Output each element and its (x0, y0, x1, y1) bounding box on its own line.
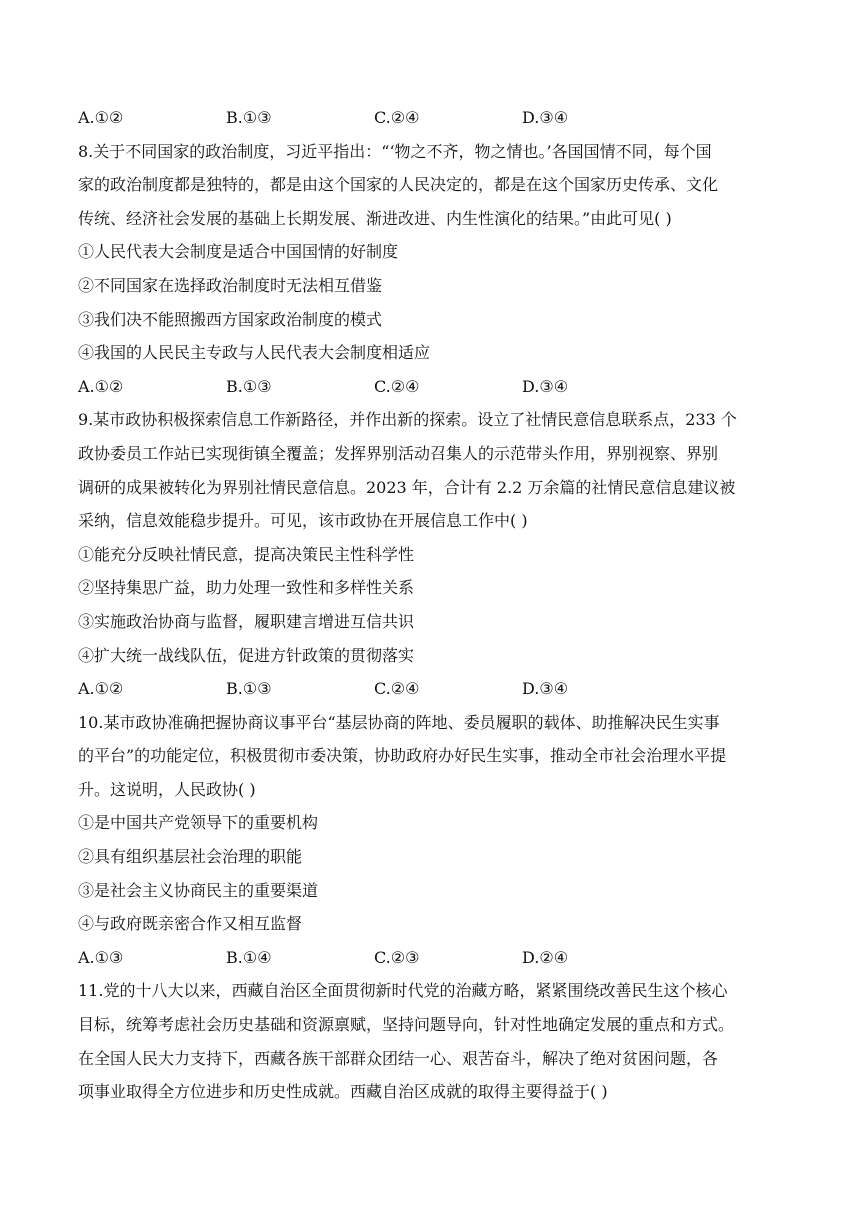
q9-item-3: ③实施政治协商与监督，履职建言增进互信共识 (78, 611, 415, 631)
q10-options (78, 941, 788, 975)
q8-stem-line: 家的政治制度都是独特的，都是由这个国家的人民决定的，都是在这个国家历史传承、文化 (78, 175, 719, 195)
q10-item-1: ①是中国共产党领导下的重要机构 (78, 813, 319, 833)
q11-stem-line: 11.党的十八大以来，西藏自治区全面贯彻新时代党的治藏方略，紧紧围绕改善民生这个核心 (78, 981, 728, 1001)
q9-option-a[interactable]: A.①② (78, 679, 124, 699)
q8-stem-line: 传统、经济社会发展的基础上长期发展、渐进改进、内生性演化的结果。”由此可见( ) (78, 208, 672, 228)
q10-item-3: ③是社会主义协商民主的重要渠道 (78, 880, 319, 900)
q9-item-1: ①能充分反映社情民意，提高决策民主性科学性 (78, 544, 415, 564)
q10-item-4: ④与政府既亲密合作又相互监督 (78, 914, 303, 934)
q10-item-2: ②具有组织基层社会治理的职能 (78, 847, 303, 867)
q8-item-1: ①人民代表大会制度是适合中国国情的好制度 (78, 242, 399, 262)
question-9 (78, 403, 788, 705)
question-10 (78, 706, 788, 975)
q7-option-a[interactable]: A.①② (78, 108, 124, 127)
exam-page (78, 101, 788, 1109)
q9-option-c[interactable]: C.②④ (374, 679, 420, 699)
q7-options (78, 101, 788, 135)
q8-option-d[interactable]: D.③④ (522, 376, 569, 396)
question-11 (78, 974, 788, 1108)
q8-option-a[interactable]: A.①② (78, 376, 124, 396)
q9-stem-line: 调研的成果被转化为界别社情民意信息。2023 年，合计有 2.2 万余篇的社情民意信息建议被 (78, 477, 736, 497)
q8-item-2: ②不同国家在选择政治制度时无法相互借鉴 (78, 275, 383, 295)
q8-stem-line: 8.关于不同国家的政治制度，习近平指出：“‘物之不齐，物之情也。’各国国情不同，每个国 (78, 141, 712, 161)
q11-stem-line: 目标，统筹考虑社会历史基础和资源禀赋，坚持问题导向，针对性地确定发展的重点和方式。 (78, 1015, 735, 1035)
q10-option-a[interactable]: A.①③ (78, 947, 124, 967)
q8-item-4: ④我国的人民民主专政与人民代表大会制度相适应 (78, 343, 431, 363)
q9-stem-line: 政协委员工作站已实现街镇全覆盖；发挥界别活动召集人的示范带头作用，界别视察、界别 (78, 443, 719, 463)
q9-stem-line: 采纳，信息效能稳步提升。可见，该市政协在开展信息工作中( ) (78, 511, 528, 531)
q10-stem-line: 的平台”的功能定位，积极贯彻市委决策，协助政府办好民生实事，推动全市社会治理水平提 (78, 746, 727, 766)
q10-stem-line: 升。这说明，人民政协( ) (78, 779, 256, 799)
q9-option-b[interactable]: B.①③ (226, 679, 272, 699)
q7-option-d[interactable]: D.③④ (522, 108, 569, 127)
q10-option-d[interactable]: D.②④ (522, 947, 569, 967)
q8-item-3: ③我们决不能照搬西方国家政治制度的模式 (78, 309, 383, 329)
q10-option-b[interactable]: B.①④ (226, 947, 272, 967)
q9-stem-line: 9.某市政协积极探索信息工作新路径，并作出新的探索。设立了社情民意信息联系点，233 个 (78, 410, 737, 430)
q11-stem-line: 项事业取得全方位进步和历史性成就。西藏自治区成就的取得主要得益于( ) (78, 1082, 608, 1102)
q9-item-4: ④扩大统一战线队伍，促进方针政策的贯彻落实 (78, 645, 415, 665)
question-8 (78, 135, 788, 404)
q8-options (78, 370, 788, 404)
q10-stem-line: 10.某市政协准确把握协商议事平台“基层协商的阵地、委员履职的载体、助推解决民生实事 (78, 712, 720, 732)
q8-option-b[interactable]: B.①③ (226, 376, 272, 396)
q10-option-c[interactable]: C.②③ (374, 947, 420, 967)
q9-option-d[interactable]: D.③④ (522, 679, 569, 699)
q7-option-b[interactable]: B.①③ (226, 108, 272, 127)
q9-item-2: ②坚持集思广益，助力处理一致性和多样性关系 (78, 578, 415, 598)
q11-stem-line: 在全国人民大力支持下，西藏各族干部群众团结一心、艰苦奋斗，解决了绝对贫困问题，各 (78, 1048, 719, 1068)
q8-option-c[interactable]: C.②④ (374, 376, 420, 396)
q7-option-c[interactable]: C.②④ (374, 108, 420, 127)
q9-options (78, 672, 788, 706)
